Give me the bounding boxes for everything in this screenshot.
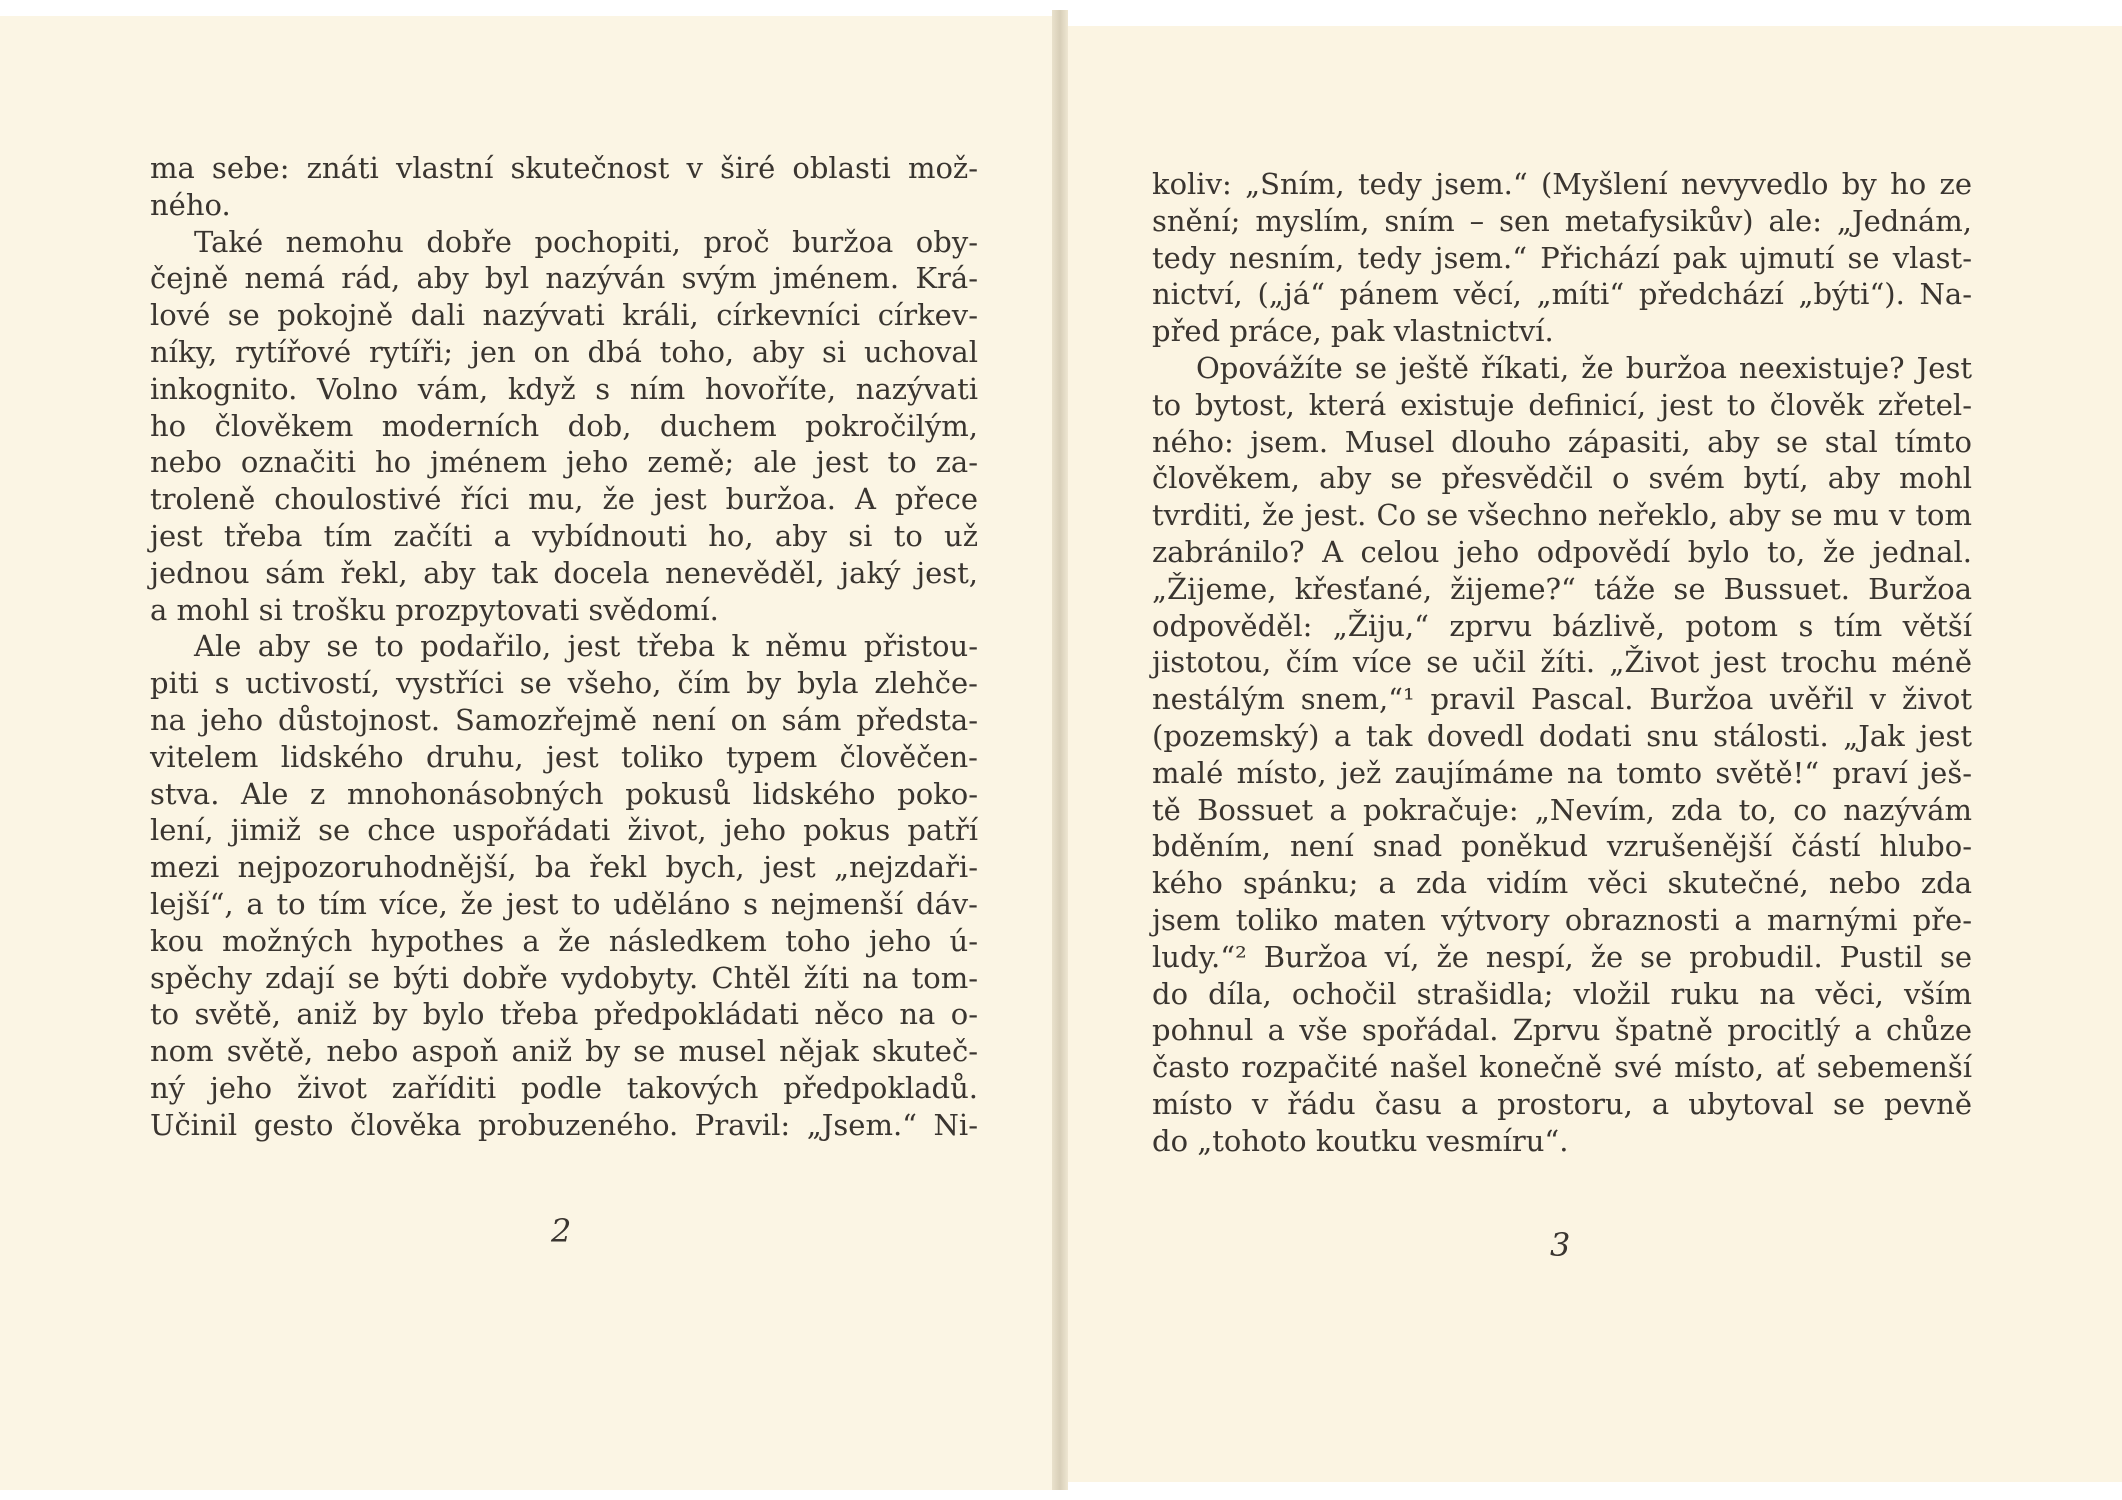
text-line: jest třeba tím začíti a vybídnouti ho, aby si to už bbox=[150, 518, 978, 553]
text-line: spěchy zdají se býti dobře vydobyty. Chtěl žíti na tom- bbox=[150, 960, 978, 995]
text-line: bděním, není snad poněkud vzrušenější částí hlubo- bbox=[1152, 829, 1972, 864]
left-page-text bbox=[150, 150, 978, 1144]
text-line: to bytost, která existuje definicí, jest to člověk zřetel- bbox=[1152, 387, 1972, 422]
text-line: do „tohoto koutku vesmíru“. bbox=[1152, 1123, 1569, 1158]
text-line: ma sebe: znáti vlastní skutečnost v širé oblasti mož- bbox=[150, 151, 978, 185]
text-line: snění; myslím, sním – sen metafysikův) ale: „Jednám, bbox=[1152, 203, 1972, 238]
text-line: ný jeho život zaříditi podle takových předpokladů. bbox=[150, 1070, 978, 1105]
text-line: člověkem, aby se přesvědčil o svém bytí, aby mohl bbox=[1152, 461, 1972, 496]
text-line: místo v řádu času a prostoru, a ubytoval se pevně bbox=[1152, 1086, 1972, 1121]
page-number-left: 2 bbox=[551, 1212, 572, 1250]
text-line: nestálým snem,“¹ pravil Pascal. Buržoa uvěřil v život bbox=[1152, 682, 1972, 717]
text-line: Opovážíte se ještě říkati, že buržoa neexistuje? Jest bbox=[1196, 350, 1972, 385]
text-line: nictví, („já“ pánem věcí, „míti“ předchází „býti“). Na- bbox=[1152, 277, 1972, 312]
text-line: mezi nejpozoruhodnější, ba řekl bych, jest „nejzdaři- bbox=[150, 850, 978, 885]
text-line: a mohl si trošku prozpytovati svědomí. bbox=[150, 592, 719, 627]
text-line: (pozemský) a tak dovedl dodati snu stálosti. „Jak jest bbox=[1152, 718, 1972, 753]
text-line: kého spánku; a zda vidím věci skutečné, nebo zda bbox=[1152, 866, 1972, 901]
text-line: jistotou, čím více se učil žíti. „Život jest trochu méně bbox=[1152, 645, 1972, 680]
text-line: kou možných hypothes a že následkem toho jeho ú- bbox=[150, 923, 978, 958]
text-line: odpověděl: „Žiju,“ zprvu bázlivě, potom s tím větší bbox=[1152, 608, 1972, 643]
text-line: jsem toliko maten výtvory obraznosti a marnými pře- bbox=[1152, 902, 1972, 937]
text-line: Učinil gesto člověka probuzeného. Pravil: „Jsem.“ Ni- bbox=[150, 1107, 978, 1142]
text-line: Také nemohu dobře pochopiti, proč buržoa oby- bbox=[194, 224, 978, 259]
text-line: nebo označiti ho jménem jeho země; ale jest to za- bbox=[150, 445, 978, 480]
text-line: to světě, aniž by bylo třeba předpokládati něco na o- bbox=[150, 997, 978, 1032]
text-line: na jeho důstojnost. Samozřejmě není on sám předsta- bbox=[150, 702, 978, 737]
text-line: ného. bbox=[150, 187, 231, 222]
book-gutter bbox=[1052, 10, 1068, 1490]
text-line: koliv: „Sním, tedy jsem.“ (Myšlení nevyvedlo by ho ze bbox=[1152, 167, 1972, 201]
text-line: pohnul a vše spořádal. Zprvu špatně procitlý a chůze bbox=[1152, 1013, 1972, 1048]
text-line: tvrditi, že jest. Co se všechno neřeklo, aby se mu v tom bbox=[1152, 498, 1972, 533]
text-line: ludy.“² Buržoa ví, že nespí, že se probudil. Pustil se bbox=[1152, 939, 1972, 974]
right-page-text bbox=[1152, 166, 1972, 1160]
text-line: piti s uctivostí, vystříci se všeho, čím by byla zlehče- bbox=[150, 666, 978, 701]
text-line: zabránilo? A celou jeho odpovědí bylo to, že jednal. bbox=[1152, 534, 1972, 569]
text-line: před práce, pak vlastnictví. bbox=[1152, 314, 1554, 349]
text-line: čejně nemá rád, aby byl nazýván svým jménem. Krá- bbox=[150, 261, 978, 296]
page-number-right: 3 bbox=[1550, 1226, 1571, 1264]
text-line: ho člověkem moderních dob, duchem pokročilým, bbox=[150, 408, 978, 443]
text-line: lení, jimiž se chce uspořádati život, jeho pokus patří bbox=[150, 813, 978, 848]
text-line: nom světě, nebo aspoň aniž by se musel nějak skuteč- bbox=[150, 1034, 978, 1069]
text-line: ného: jsem. Musel dlouho zápasiti, aby se stal tímto bbox=[1152, 424, 1972, 459]
text-line: malé místo, jež zaujímáme na tomto světě!“ praví ješ- bbox=[1152, 755, 1972, 790]
text-line: níky, rytířové rytíři; jen on dbá toho, aby si uchoval bbox=[150, 334, 978, 369]
text-line: tě Bossuet a pokračuje: „Nevím, zda to, co nazývám bbox=[1152, 792, 1972, 827]
text-line: „Žijeme, křesťané, žijeme?“ táže se Bussuet. Buržoa bbox=[1152, 571, 1972, 606]
text-line: vitelem lidského druhu, jest toliko typem člověčen- bbox=[150, 739, 978, 774]
text-line: lové se pokojně dali nazývati králi, církevníci církev- bbox=[150, 298, 978, 333]
text-line: lejší“, a to tím více, že jest to uděláno s nejmenší dáv- bbox=[150, 886, 978, 921]
text-line: tedy nesním, tedy jsem.“ Přichází pak ujmutí se vlast- bbox=[1152, 240, 1972, 275]
text-line: jednou sám řekl, aby tak docela nenevěděl, jaký jest, bbox=[150, 555, 978, 590]
text-line: často rozpačité našel konečně své místo, ať sebemenší bbox=[1152, 1050, 1972, 1085]
text-line: Ale aby se to podařilo, jest třeba k němu přistou- bbox=[194, 629, 978, 664]
text-line: stva. Ale z mnohonásobných pokusů lidského poko- bbox=[150, 776, 978, 811]
text-line: troleně choulostivé říci mu, že jest buržoa. A přece bbox=[150, 482, 978, 517]
text-line: inkognito. Volno vám, když s ním hovoříte, nazývati bbox=[150, 371, 978, 406]
text-line: do díla, ochočil strašidla; vložil ruku na věci, vším bbox=[1152, 976, 1972, 1011]
